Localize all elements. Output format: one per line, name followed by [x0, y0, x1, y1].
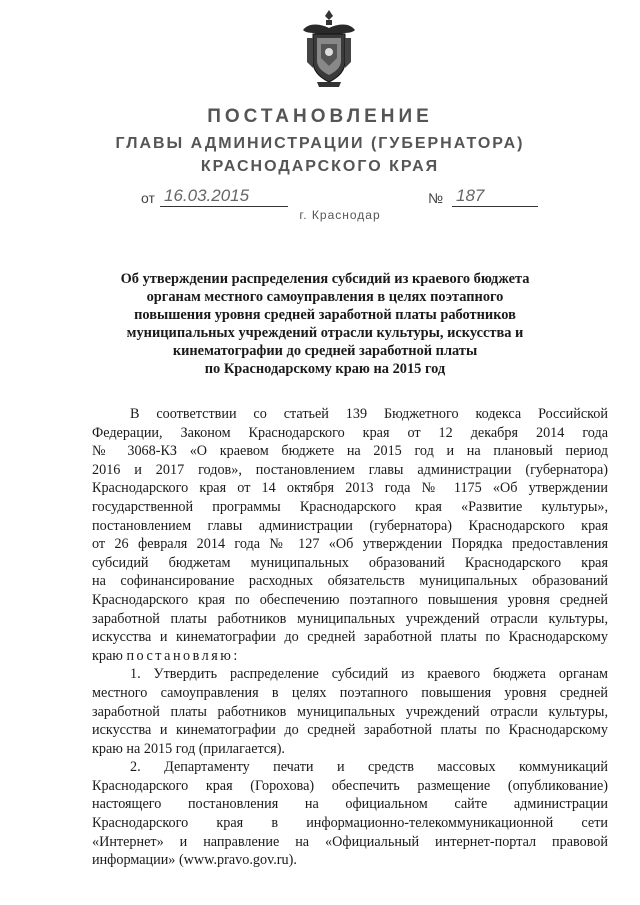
decree-word: постановляю:: [126, 647, 240, 664]
text-line: от 26 февраля 2014 года № 127 «Об утверждении Порядка предоставления: [92, 536, 608, 553]
text-line: на софинансирование расходных обязательств муниципальных образований: [92, 573, 608, 590]
title-line: Об утверждении распределения субсидий из краевого бюджета: [120, 271, 530, 287]
coat-of-arms-emblem: [299, 8, 359, 88]
text-line: Краснодарского края по обеспечению поэтапного повышения уровня средней: [92, 591, 608, 608]
title-line: повышения уровня средней заработной платы работников: [134, 307, 516, 323]
text-line: В соответствии со статьей 139 Бюджетного кодекса Российской: [130, 406, 608, 422]
number-value: 187: [452, 186, 538, 207]
title-line: муниципальных учреждений отрасли культуры, искусства и: [126, 325, 524, 341]
text-line: Краснодарского края в информационно-телекоммуникационной сети: [92, 815, 608, 832]
text-line: искусства и кинематографии до средней заработной платы по Краснодарскому: [92, 629, 608, 646]
clause-1-paragraph: [92, 665, 608, 758]
date-number-row: [0, 186, 640, 210]
text-line: Федерации, Законом Краснодарского края от 12 декабря 2014 года: [92, 424, 608, 441]
text-line: 1. Утвердить распределение субсидий из краевого бюджета органам: [130, 666, 608, 683]
text-line: 2. Департаменту печати и средств массовых коммуникаций: [130, 759, 608, 776]
title-line: кинематографии до средней заработной платы: [172, 343, 478, 359]
text-line: Краснодарского края от 14 октября 2013 года № 1175 «Об утверждении: [92, 480, 608, 497]
title-line: по Краснодарскому краю на 2015 год: [204, 361, 446, 377]
text-line: 2016 и 2017 годов», постановлением главы администрации (губернатора): [92, 461, 608, 478]
text-fragment: краю: [92, 647, 123, 664]
text-line: постановлением главы администрации (губернатора) Краснодарского края: [92, 517, 608, 534]
document-type-heading: ПОСТАНОВЛЕНИЕ: [207, 106, 433, 127]
clause-2-paragraph: [92, 758, 608, 870]
text-line: «Интернет» и направление на «Официальный интернет-портал правовой: [92, 833, 608, 850]
text-line: № 3068-КЗ «О краевом бюджете на 2015 год и на плановый период: [92, 443, 608, 460]
text-line: государственной программы Краснодарского края «Развитие культуры»,: [92, 498, 608, 515]
date-value: 16.03.2015: [160, 186, 288, 207]
text-line: заработной платы работников муниципальных учреждений отрасли культуры,: [92, 610, 608, 627]
text-line-last: краю на 2015 год (прилагается).: [92, 740, 285, 757]
issuer-heading: ГЛАВЫ АДМИНИСТРАЦИИ (ГУБЕРНАТОРА): [115, 135, 525, 152]
text-line-last: [92, 647, 608, 666]
date-label: от: [141, 190, 155, 206]
preamble-paragraph: [92, 405, 608, 665]
city-label: г. Краснодар: [299, 208, 381, 222]
title-line: органам местного самоуправления в целях поэтапного: [146, 289, 504, 305]
text-line: Краснодарского края (Горохова) обеспечить размещение (опубликование): [92, 777, 608, 794]
text-line: заработной платы работников муниципальных учреждений отрасли культуры,: [92, 703, 608, 720]
document-title: [80, 270, 570, 378]
document-body: [92, 405, 608, 870]
text-line-last: информации» (www.pravo.gov.ru).: [92, 852, 297, 869]
text-line: настоящего постановления на официальном сайте администрации: [92, 796, 608, 813]
number-label: №: [428, 190, 444, 206]
text-line: искусства и кинематографии до средней заработной платы по Краснодарскому: [92, 722, 608, 739]
region-heading: КРАСНОДАРСКОГО КРАЯ: [200, 158, 440, 175]
text-line: субсидий бюджетам муниципальных образований Краснодарского края: [92, 554, 608, 571]
text-line: местного самоуправления в целях поэтапного повышения уровня средней: [92, 684, 608, 701]
